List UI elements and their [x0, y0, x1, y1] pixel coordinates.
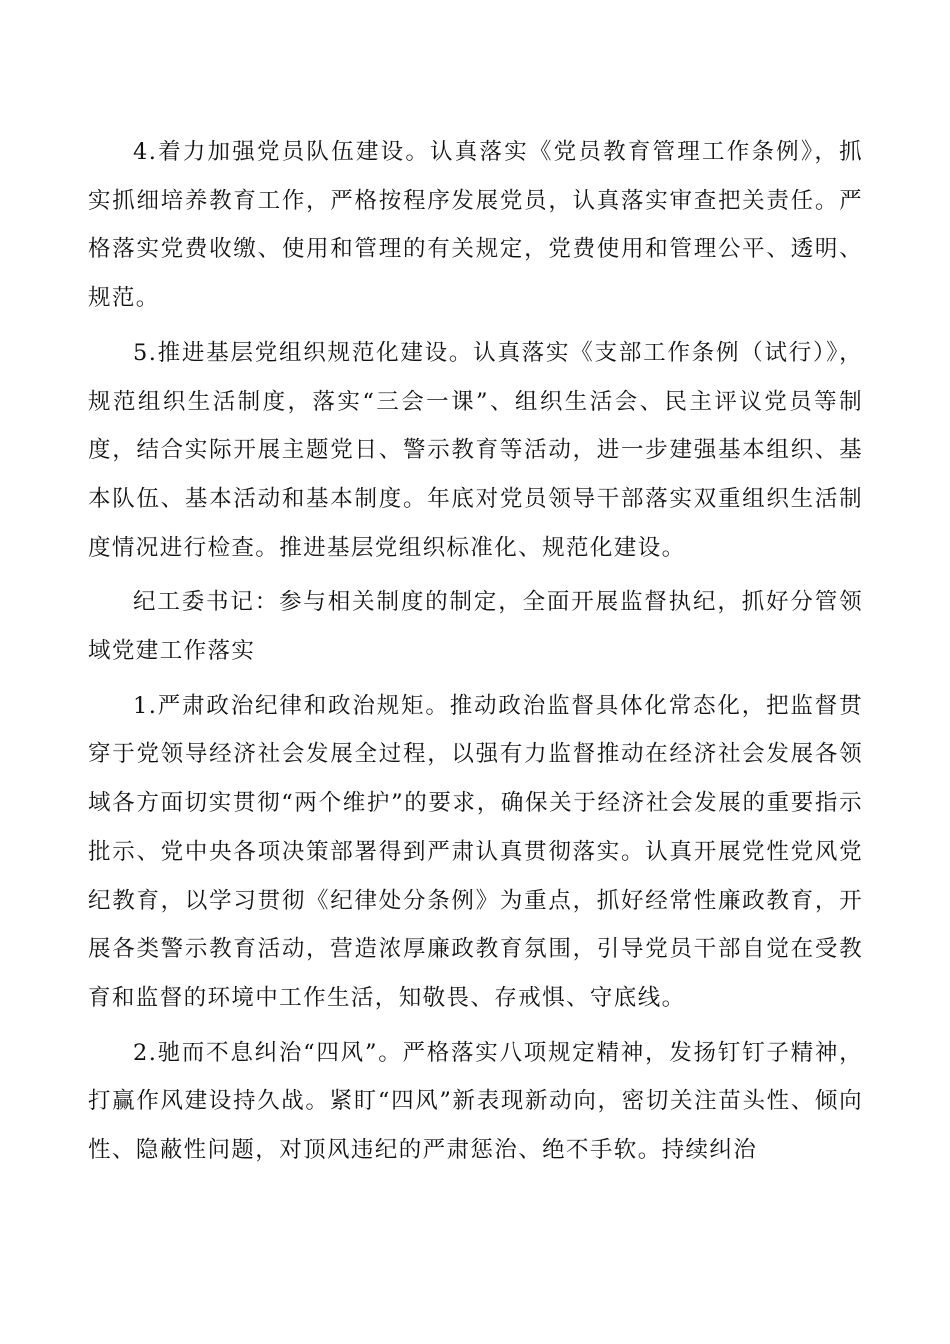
paragraph-four-winds: 2.驰而不息纠治“四风”。严格落实八项规定精神，发扬钉钉子精神，打赢作风建设持久战。紧盯“四风”新表现新动向，密切关注苗头性、倾向性、隐蔽性问题，对顶风违纪的严肃惩治、绝不手软。持续纠治 [88, 1039, 863, 1164]
paragraph-party-member-team: 4.着力加强党员队伍建设。认真落实《党员教育管理工作条例》，抓实抓细培养教育工作，严格按程序发展党员，认真落实审查把关责任。严格落实党费收缴、使用和管理的有关规定，党费使用和管理公平、透明、规范。 [88, 139, 863, 312]
paragraph-grassroots-organization: 5.推进基层党组织规范化建设。认真落实《支部工作条例（试行）》，规范组织生活制度，落实“三会一课”、组织生活会、民主评议党员等制度，结合实际开展主题党日、警示教育等活动，进一步建强基本组织、基本队伍、基本活动和基本制度。年底对党员领导干部落实双重组织生活制度情况进行检查。推进基层党组织标准化、规范化建设。 [88, 339, 863, 561]
document-body [88, 128, 863, 1181]
paragraph-discipline-secretary: 纪工委书记：参与相关制度的制定，全面开展监督执纪，抓好分管领域党建工作落实 [88, 589, 863, 665]
paragraph-political-discipline: 1.严肃政治纪律和政治规矩。推动政治监督具体化常态化，把监督贯穿于党领导经济社会发展全过程，以强有力监督推动在经济社会发展各领域各方面切实贯彻“两个维护”的要求，确保关于经济社会发展的重要指示批示、党中央各项决策部署得到严肃认真贯彻落实。认真开展党性党风党纪教育，以学习贯彻《纪律处分条例》为重点，抓好经常性廉政教育，开展各类警示教育活动，营造浓厚廉政教育氛围，引导党员干部自觉在受教育和监督的环境中工作生活，知敬畏、存戒惧、守底线。 [88, 692, 863, 1011]
